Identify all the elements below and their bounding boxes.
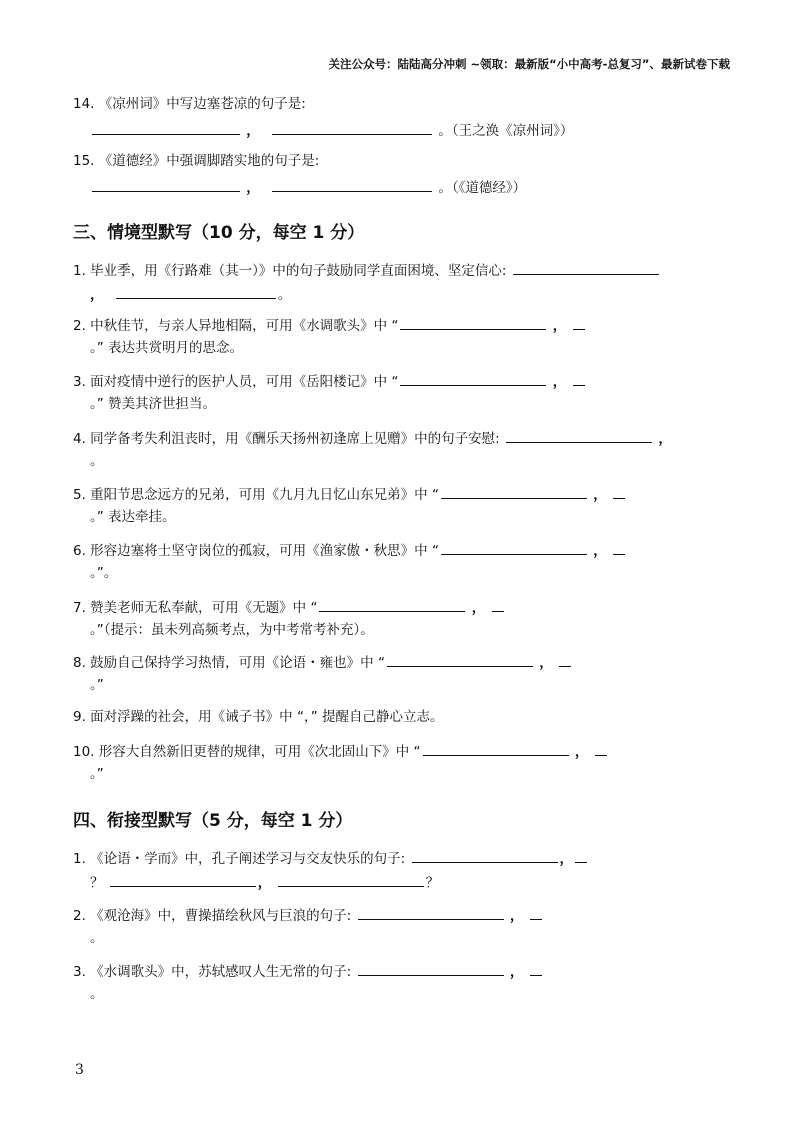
question-text: 1. 《论语・学而》中，孔子阐述学习与交友快乐的句子: — [73, 851, 406, 867]
question-text: 6. 形容边塞将士坚守岗位的孤寂，可用《渔家傲・秋思》中 “ — [73, 543, 439, 559]
s4-question-3 — [73, 961, 544, 981]
s3-question-7 — [73, 597, 506, 617]
comma: ， — [471, 600, 486, 616]
answer-blank[interactable] — [358, 905, 504, 920]
question-text: 15. 《道德经》中强调脚踏实地的句子是: — [73, 153, 320, 169]
answer-blank[interactable] — [278, 872, 424, 887]
question-text: 4. 同学备考失利沮丧时，用《酬乐天扬州初逢席上见赠》中的句子安慰: — [73, 431, 500, 447]
s3-question-6 — [73, 540, 627, 560]
comma: ， — [552, 374, 567, 390]
answer-blank[interactable] — [387, 652, 533, 667]
comma: ， — [90, 287, 104, 303]
comma: ， — [552, 318, 567, 334]
answer-blank[interactable] — [530, 905, 542, 920]
answer-blank[interactable] — [412, 848, 558, 863]
section-title: 三、情境型默写（10 分，每空 1 分） — [73, 223, 365, 243]
answer-blank[interactable] — [573, 371, 585, 386]
s3-answer-1 — [90, 284, 291, 304]
question-mark: ？ — [425, 875, 440, 891]
question-text: 3. 面对疫情中逆行的医护人员，可用《岳阳楼记》中 “ — [73, 374, 399, 390]
section-title: 四、衔接型默写（5 分，每空 1 分） — [73, 811, 353, 831]
answer-blank[interactable] — [613, 484, 625, 499]
comma: ， — [574, 744, 589, 760]
answer-tail: 。” 表达牵挂。 — [90, 509, 176, 525]
answer-blank[interactable] — [613, 540, 625, 555]
period: 。 — [277, 287, 292, 303]
question-15 — [73, 152, 319, 170]
s4-answer-2 — [90, 929, 104, 947]
question-text: 8. 鼓励自己保持学习热情，可用《论语・雍也》中 “ — [73, 655, 385, 671]
question-text: 7. 赞美老师无私奉献，可用《无题》中 “ — [73, 600, 318, 616]
comma: ， — [593, 487, 607, 503]
s3-question-3 — [73, 371, 587, 391]
answer-tail: 。 — [90, 453, 104, 469]
s3-answer-3 — [90, 395, 216, 413]
answer-line-15 — [90, 177, 526, 197]
s3-question-5 — [73, 484, 627, 504]
source-note: 。（《道德经》） — [438, 180, 527, 196]
s3-answer-7 — [90, 621, 374, 639]
s3-question-8 — [73, 652, 573, 672]
answer-tail: 。 — [90, 930, 104, 946]
comma: ， — [539, 655, 553, 671]
answer-tail: 。” — [90, 766, 104, 782]
question-text: 2. 《观沧海》中，曹操描绘秋风与巨浪的句子: — [73, 908, 352, 924]
comma: ， — [509, 908, 524, 924]
s3-question-10 — [73, 741, 609, 761]
s3-answer-10 — [90, 765, 104, 783]
question-text: 9. 面对浮躁的社会，用《诫子书》中 “，” 提醒自己静心立志。 — [73, 709, 444, 725]
s4-answer-3 — [90, 985, 104, 1003]
s3-answer-2 — [90, 339, 243, 357]
answer-tail: 。”。 — [90, 565, 118, 581]
question-text: 3. 《水调歌头》中，苏轼感叹人生无常的句子: — [73, 964, 352, 980]
answer-blank[interactable] — [441, 484, 587, 499]
answer-tail: 。” — [90, 677, 104, 693]
answer-blank[interactable] — [92, 120, 240, 135]
answer-blank[interactable] — [272, 120, 432, 135]
answer-blank[interactable] — [595, 741, 607, 756]
answer-blank[interactable] — [492, 597, 504, 612]
answer-blank[interactable] — [575, 848, 587, 863]
s3-question-4 — [73, 428, 672, 448]
question-text: 5. 重阳节思念远方的兄弟，可用《九月九日忆山东兄弟》中 “ — [73, 487, 439, 503]
comma: ， — [658, 431, 672, 447]
answer-blank[interactable] — [272, 177, 432, 192]
s3-answer-6 — [90, 564, 117, 582]
s3-answer-4 — [90, 452, 104, 470]
s3-question-9 — [73, 708, 444, 726]
comma: ， — [246, 180, 260, 196]
page-number: 3 — [75, 1062, 84, 1078]
s3-question-1 — [73, 260, 661, 280]
answer-blank[interactable] — [573, 315, 585, 330]
answer-blank[interactable] — [110, 872, 256, 887]
answer-blank[interactable] — [506, 428, 652, 443]
answer-tail: 。”（提示：虽未列高频考点，为中考常考补充）。 — [90, 622, 374, 638]
answer-blank[interactable] — [513, 260, 659, 275]
comma: ， — [257, 875, 272, 891]
question-text: 10. 形容大自然新旧更替的规律，可用《次北固山下》中 “ — [73, 744, 421, 760]
page-header: 关注公众号：陆陆高分冲刺 ~领取：最新版“小中高考-总复习”、最新试卷下载 — [328, 57, 730, 71]
answer-line-14 — [90, 120, 573, 140]
answer-blank[interactable] — [358, 961, 504, 976]
comma: ， — [509, 964, 524, 980]
answer-blank[interactable] — [423, 741, 569, 756]
answer-blank[interactable] — [116, 284, 276, 299]
answer-tail: 。” 表达共赏明月的思念。 — [90, 340, 244, 356]
s4-question-1 — [73, 848, 589, 868]
s3-answer-8 — [90, 676, 104, 694]
answer-tail: 。” 赞美其济世担当。 — [90, 396, 217, 412]
s4-question-2 — [73, 905, 544, 925]
answer-blank[interactable] — [400, 315, 546, 330]
answer-blank[interactable] — [530, 961, 542, 976]
comma: ， — [246, 123, 260, 139]
answer-blank[interactable] — [400, 371, 546, 386]
answer-blank[interactable] — [559, 652, 571, 667]
source-note: 。（王之涣《凉州词》） — [438, 123, 574, 139]
s4-answer-1 — [90, 872, 439, 892]
question-text: 14. 《凉州词》中写边塞苍凉的句子是: — [73, 96, 306, 112]
comma: ， — [593, 543, 607, 559]
answer-blank[interactable] — [319, 597, 465, 612]
question-mark: ？ — [90, 875, 104, 891]
s3-answer-5 — [90, 508, 176, 526]
question-text: 1. 毕业季，用《行路难（其一）》中的句子鼓励同学直面困境、坚定信心: — [73, 263, 507, 279]
question-text: 2. 中秋佳节，与亲人异地相隔，可用《水调歌头》中 “ — [73, 318, 399, 334]
answer-blank[interactable] — [441, 540, 587, 555]
answer-blank[interactable] — [92, 177, 240, 192]
answer-tail: 。 — [90, 986, 104, 1002]
question-14 — [73, 95, 306, 113]
comma: ， — [559, 851, 574, 867]
s3-question-2 — [73, 315, 587, 335]
